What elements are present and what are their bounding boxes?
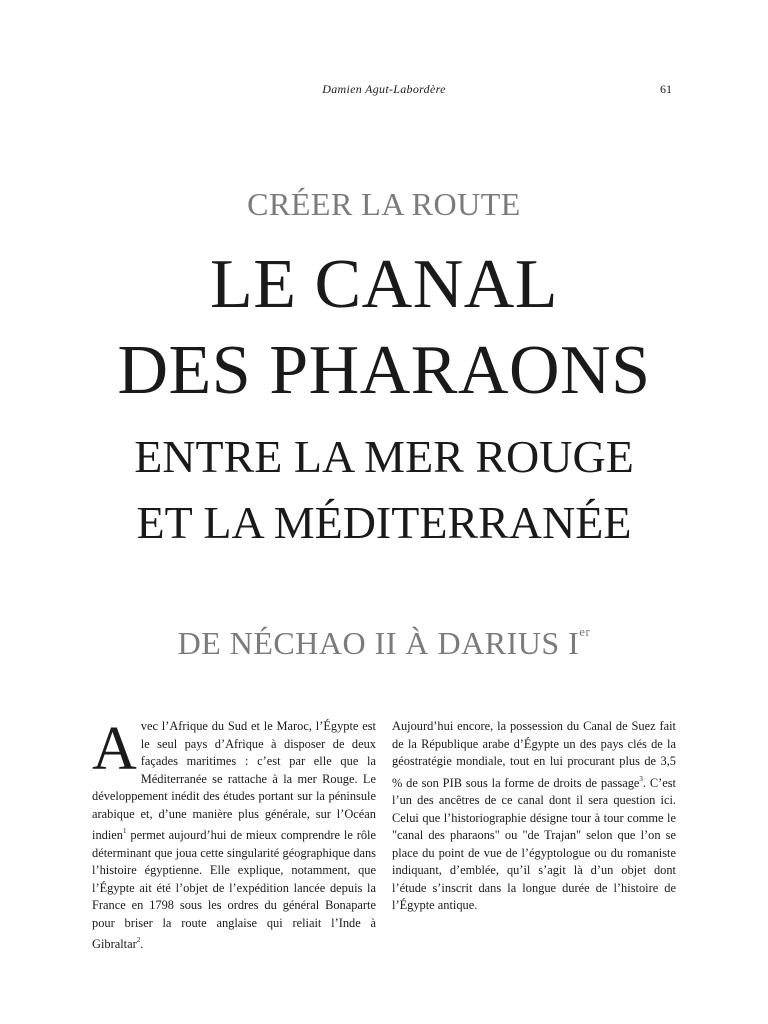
- footnote-ref-1[interactable]: 1: [122, 827, 127, 835]
- main-title-line-2: DES PHARAONS: [117, 332, 651, 409]
- running-head: [0, 80, 768, 100]
- right-paragraph-part-2: . C’est l’un des ancêtres de ce canal dont il sera question ici. Celui que l’historiographie désigne tour à tour comme le "canal des pharaons" ou "de Trajan" selon que l’on se place du point de vue de l’égyptologue ou du romaniste indiquant, d’emblée, qu’il s’agit là d’un objet dont l’étude s’inscrit dans la longue durée de l’histoire de l’Égypte antique.: [392, 775, 676, 912]
- period-text: DE NÉCHAO II À DARIUS I: [177, 625, 580, 661]
- main-title-line-1: LE CANAL: [209, 246, 559, 323]
- page-number: 61: [660, 82, 672, 96]
- title-block: [0, 182, 768, 661]
- footnote-ref-3[interactable]: 3: [639, 774, 643, 783]
- subtitle-line-2: ET LA MÉDITERRANÉE: [136, 497, 632, 548]
- subtitle-line-1: ENTRE LA MER ROUGE: [134, 431, 634, 482]
- kicker-title: CRÉER LA ROUTE: [247, 186, 521, 222]
- period-title: [0, 610, 768, 665]
- left-paragraph-part-1: vec l’Afrique du Sud et le Maroc, l’Égypte est le seul pays d’Afrique à disposer de deux façades maritimes : c’est par elle que la Méditerranée se rattache à la mer Rouge. Le développement inédit des études portant sur la péninsule arabique et, d’une manière plus générale, sur l’Océan indien: [92, 719, 376, 842]
- main-title: [0, 242, 768, 414]
- subtitle: [0, 424, 768, 556]
- running-author: Damien Agut-Labordère: [322, 82, 446, 96]
- body-column-left: [92, 715, 376, 954]
- body-column-right: [392, 718, 676, 915]
- period-superscript: er: [579, 624, 591, 639]
- footnote-ref-2[interactable]: 2: [136, 936, 141, 944]
- right-paragraph-part-1: Aujourd’hui encore, la possession du Canal de Suez fait de la République arabe d’Égypte un des pays clés de la géostratégie mondiale, tout en lui procurant plus de 3,5 % de son PIB sous la forme de droits de passage: [392, 719, 676, 790]
- drop-cap: A: [92, 715, 137, 783]
- left-paragraph-end: .: [140, 937, 144, 951]
- left-paragraph-part-2: permet aujourd’hui de mieux comprendre le rôle déterminant que joua cette singularité géographique dans l’histoire égyptienne. Elle explique, notamment, que l’Égypte ait été l’objet de l’expédition lancée depuis la France en 1798 sous les ordres du général Bonaparte pour briser la route anglaise qui reliait l’Inde à Gibraltar: [92, 828, 376, 951]
